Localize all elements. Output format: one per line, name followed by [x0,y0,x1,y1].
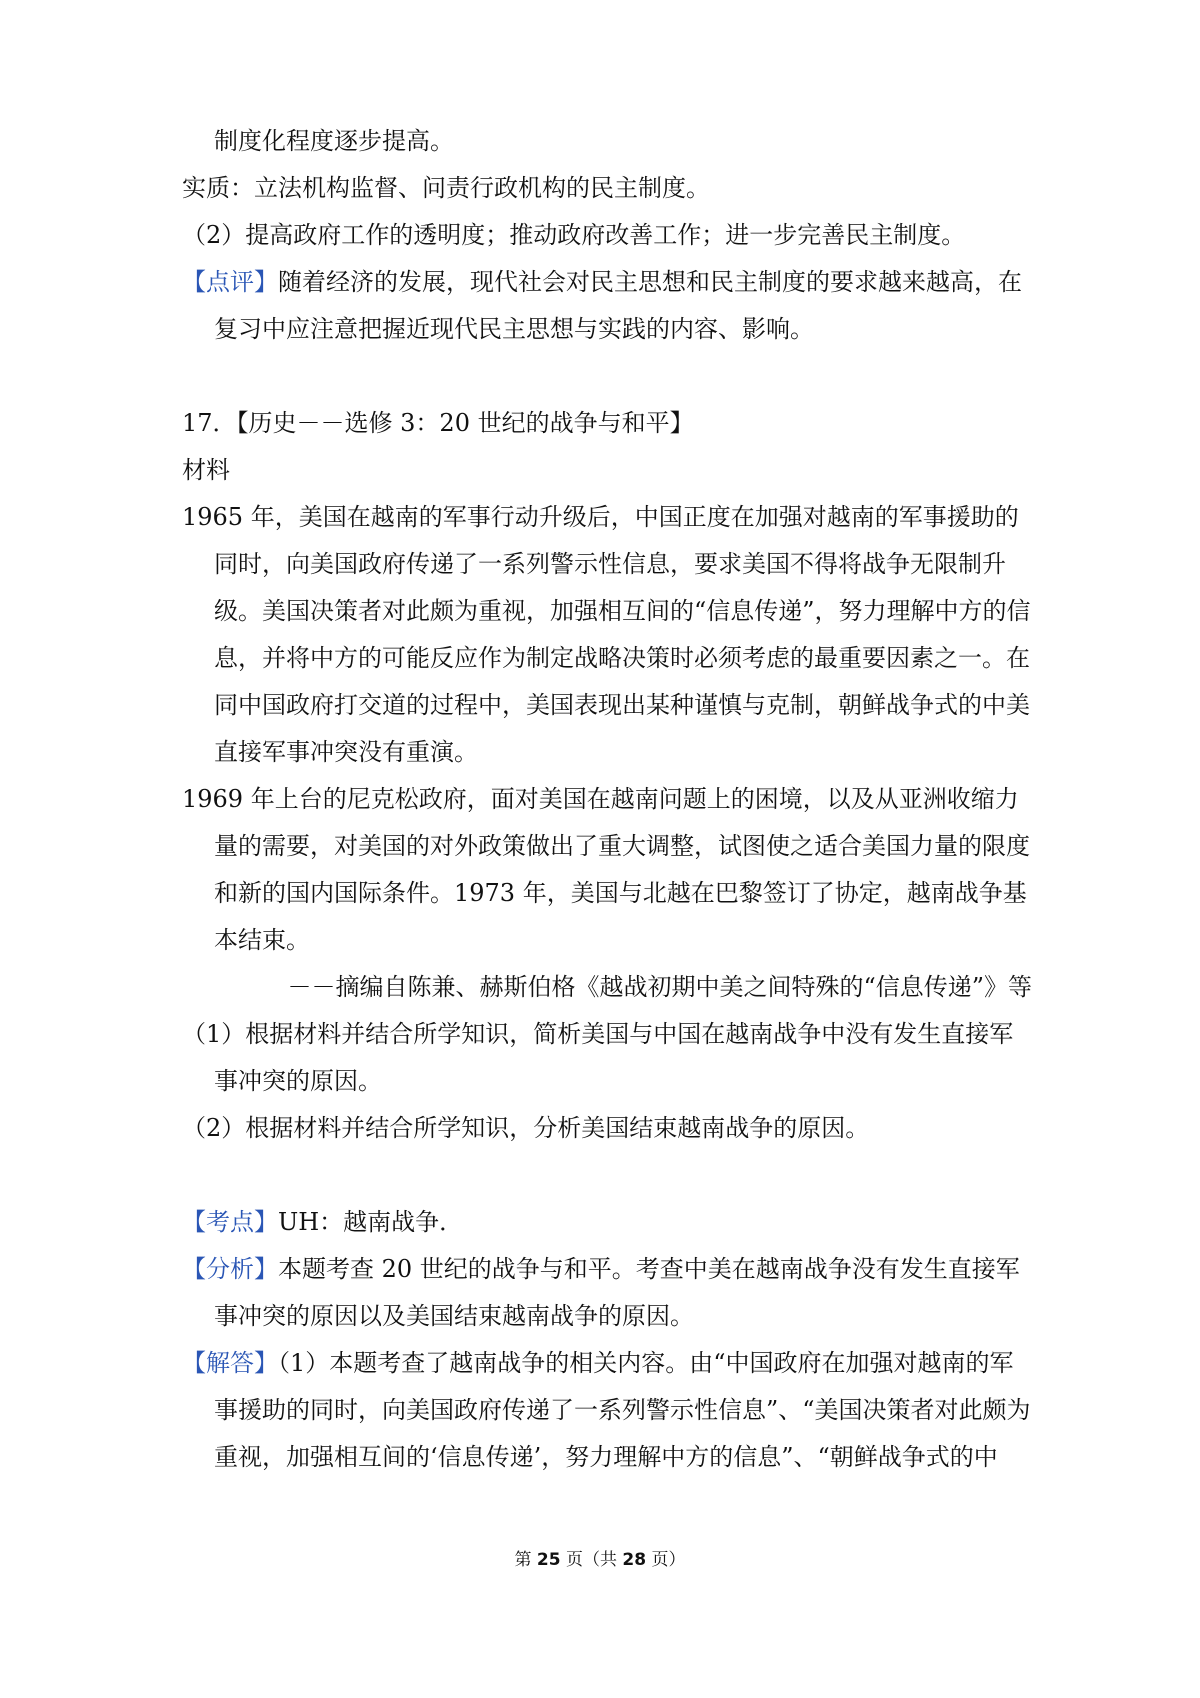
question-2: （2）根据材料并结合所学知识，分析美国结束越南战争的原因。 [182,1114,870,1142]
material-paragraph-1: 1965 年，美国在越南的军事行动升级后，中国正度在加强对越南的军事援助的同时，向美国政府传递了一系列警示性信息，要求美国不得将战争无限制升级。美国决策者对此颇为重视，加强相互间的“信息传递”，努力理解中方的信息，并将中方的可能反应作为制定战略决策时必须考虑的最重要因素之一。在同中国政府打交道的过程中，美国表现出某种谨慎与克制，朝鲜战争式的中美直接军事冲突没有重演。 [182,503,1031,766]
fenxi-text: 本题考查 20 世纪的战争与和平。考查中美在越南战争没有发生直接军事冲突的原因以及美国结束越南战争的原因。 [214,1255,1020,1330]
comment-paragraph [182,259,1032,353]
document-body [182,118,1032,1481]
section-spacer [182,1152,1032,1199]
kaodian-paragraph [182,1199,1032,1246]
comment-text: 随着经济的发展，现代社会对民主思想和民主制度的要求越来越高，在复习中应注意把握近现代民主思想与实践的内容、影响。 [214,268,1022,343]
jieda-label: 【解答】 [182,1349,278,1377]
footer-suffix: 页） [651,1550,686,1570]
jieda-text: （1）本题考查了越南战争的相关内容。由“中国政府在加强对越南的军事援助的同时，向美国政府传递了一系列警示性信息”、“美国决策者对此颇为重视，加强相互间的‘信息传递’，努力理解中方的信息”、“朝鲜战争式的中 [214,1349,1031,1471]
footer-prefix: 第 [514,1550,532,1570]
fenxi-label: 【分析】 [182,1255,278,1283]
current-page-number: 25 [536,1550,561,1570]
comment-label: 【点评】 [182,268,278,296]
section-spacer [182,353,1032,400]
material-label: 材料 [182,456,230,484]
jieda-paragraph [182,1340,1032,1481]
material-paragraph-2: 1969 年上台的尼克松政府，面对美国在越南问题上的困境，以及从亚洲收缩力量的需要，对美国的对外政策做出了重大调整，试图使之适合美国力量的限度和新的国内国际条件。1973 年，美国与北越在巴黎签订了协定，越南战争基本结束。 [182,785,1030,954]
previous-answer-continuation: 制度化程度逐步提高。 [214,127,454,155]
question-1: （1）根据材料并结合所学知识，简析美国与中国在越南战争中没有发生直接军事冲突的原因。 [182,1020,1014,1095]
page-footer [0,1548,1200,1572]
previous-answer-part2: （2）提高政府工作的透明度；推动政府改善工作；进一步完善民主制度。 [182,221,966,249]
previous-answer-essence: 实质：立法机构监督、问责行政机构的民主制度。 [182,174,710,202]
material-source: －－摘编自陈兼、赫斯伯格《越战初期中美之间特殊的“信息传递”》等 [287,973,1032,1001]
kaodian-label: 【考点】 [182,1208,278,1236]
total-page-number: 28 [622,1550,647,1570]
footer-middle: 页（共 [566,1550,617,1570]
kaodian-text: UH：越南战争． [278,1208,464,1236]
fenxi-paragraph [182,1246,1032,1340]
question-title: 17．【历史－－选修 3：20 世纪的战争与和平】 [182,409,694,437]
